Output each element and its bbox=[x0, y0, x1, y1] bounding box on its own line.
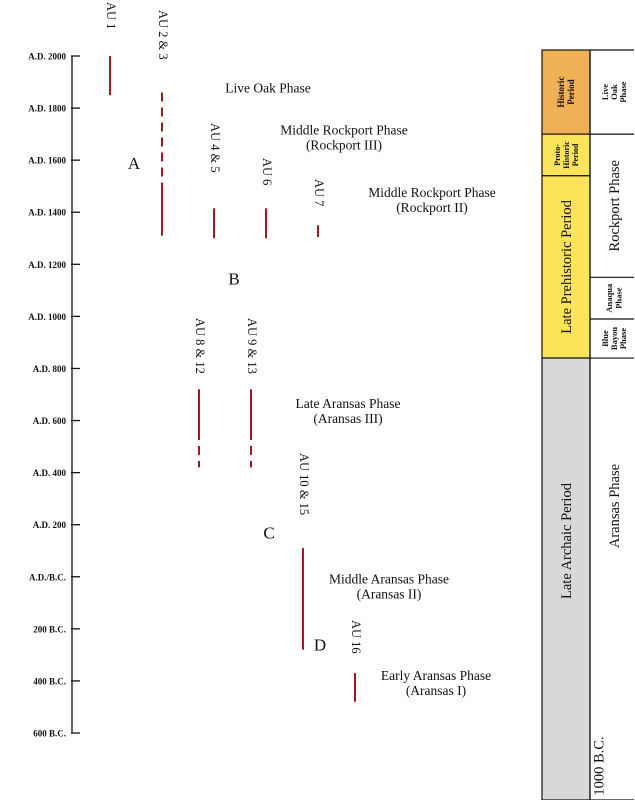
analysis-unit bbox=[156, 10, 170, 236]
phase-annotation bbox=[225, 81, 310, 96]
phase-annotation-line: (Aransas II) bbox=[356, 586, 422, 602]
group-letter: A bbox=[127, 153, 141, 173]
axis-tick-label: 400 B.C. bbox=[33, 676, 66, 687]
analysis-unit-label: AU 2 & 3 bbox=[156, 10, 171, 60]
phase-label-line: Bayou bbox=[608, 326, 619, 351]
analysis-unit bbox=[297, 453, 311, 650]
analysis-unit-label: AU 1 bbox=[104, 2, 119, 30]
phase-label-line: Blue bbox=[599, 330, 610, 347]
period-label-line: Historic bbox=[561, 141, 571, 169]
phase-label-line: Aransas Phase bbox=[607, 463, 624, 549]
analysis-unit-label: AU 10 & 15 bbox=[297, 453, 312, 516]
group-letter: D bbox=[313, 635, 327, 655]
phase-annotation-line: Middle Rockport Phase bbox=[280, 122, 408, 138]
axis-tick-label: 200 B.C. bbox=[33, 624, 66, 635]
phase-annotation bbox=[381, 668, 491, 698]
analysis-unit-label: AU 6 bbox=[260, 158, 275, 186]
period-label-line: Period bbox=[570, 143, 580, 167]
analysis-unit bbox=[312, 179, 326, 237]
analysis-unit bbox=[208, 123, 222, 238]
analysis-unit bbox=[193, 318, 207, 467]
analysis-unit-label: AU 4 & 5 bbox=[208, 123, 223, 173]
phase-annotation-line: Late Aransas Phase bbox=[295, 395, 401, 411]
phase-block bbox=[590, 160, 634, 277]
axis-tick-label: A.D. 400 bbox=[32, 468, 66, 479]
phase-label-line: Phase bbox=[613, 287, 624, 309]
analysis-unit-label: AU 8 & 12 bbox=[193, 318, 208, 374]
period-label-line: Period bbox=[566, 79, 577, 105]
analysis-unit-label: AU 7 bbox=[312, 179, 327, 207]
phase-label-line: Phase bbox=[617, 327, 628, 350]
period-label-line: Proto- bbox=[552, 144, 562, 166]
period-label-line: Late Prehistoric Period bbox=[559, 200, 576, 334]
analysis-unit bbox=[104, 2, 118, 95]
axis-tick-label: A.D. 2000 bbox=[28, 51, 66, 62]
phase-label-line: Oak bbox=[608, 84, 619, 100]
phase-label-line: Phase bbox=[617, 81, 628, 103]
phase-annotation-line: (Rockport III) bbox=[305, 137, 383, 153]
phase-label bbox=[604, 283, 624, 313]
phase-annotation bbox=[296, 396, 401, 426]
period-label-line: Historic bbox=[556, 76, 567, 108]
axis-tick-label: A.D. 600 bbox=[32, 416, 66, 427]
phase-annotation-line: Middle Rockport Phase bbox=[368, 185, 496, 201]
phase-label bbox=[600, 327, 628, 350]
phase-annotation-line: (Rockport II) bbox=[396, 200, 468, 216]
axis-tick-label: A.D. 200 bbox=[32, 520, 66, 531]
period-label bbox=[559, 199, 575, 333]
phase-annotation bbox=[368, 185, 496, 215]
phase-block bbox=[590, 327, 634, 358]
phase-annotation-line: (Aransas I) bbox=[405, 683, 467, 699]
analysis-unit bbox=[260, 158, 274, 238]
period-phase-columns bbox=[542, 50, 634, 800]
analysis-unit-label: AU 16 bbox=[349, 620, 364, 654]
time-axis bbox=[28, 52, 80, 739]
analysis-unit-label: AU 9 & 13 bbox=[245, 318, 260, 374]
phase-annotation-line: Early Aransas Phase bbox=[380, 668, 492, 684]
phase-annotation-line: Middle Aransas Phase bbox=[329, 571, 449, 587]
analysis-unit bbox=[245, 318, 259, 467]
phase-annotation-line: Live Oak Phase bbox=[225, 80, 311, 96]
axis-tick-label: A.D./B.C. bbox=[28, 572, 66, 583]
axis-tick-label: A.D. 1400 bbox=[28, 207, 66, 218]
axis-tick-label: A.D. 1000 bbox=[28, 311, 66, 322]
group-letter: C bbox=[263, 523, 275, 543]
axis-tick-label: 600 B.C. bbox=[33, 728, 66, 739]
period-label bbox=[559, 482, 575, 599]
axis-tick-label: A.D. 800 bbox=[32, 363, 66, 374]
axis-tick-label: A.D. 1600 bbox=[28, 155, 66, 166]
phase-block bbox=[590, 50, 634, 134]
phase-annotation bbox=[329, 572, 449, 602]
period-label bbox=[553, 141, 580, 169]
bottom-date-label: 1000 B.C. bbox=[591, 736, 608, 796]
phase-annotation bbox=[280, 123, 408, 153]
phase-label bbox=[600, 81, 628, 102]
phase-label-line: Live bbox=[599, 84, 610, 101]
phase-block bbox=[590, 283, 634, 319]
group-letter: B bbox=[228, 269, 240, 289]
period-label bbox=[556, 77, 576, 108]
phase-label bbox=[607, 464, 623, 548]
phase-label bbox=[607, 160, 623, 251]
phase-annotation-line: (Aransas III) bbox=[313, 410, 383, 426]
period-label-line: Late Archaic Period bbox=[559, 483, 576, 599]
analysis-unit bbox=[349, 620, 363, 702]
analysis-units bbox=[104, 2, 363, 702]
phase-label-line: Rockport Phase bbox=[607, 160, 624, 252]
axis-tick-label: A.D. 1800 bbox=[28, 103, 66, 114]
phase-label-line: Anaqua bbox=[604, 283, 615, 313]
axis-tick-label: A.D. 1200 bbox=[28, 259, 66, 270]
